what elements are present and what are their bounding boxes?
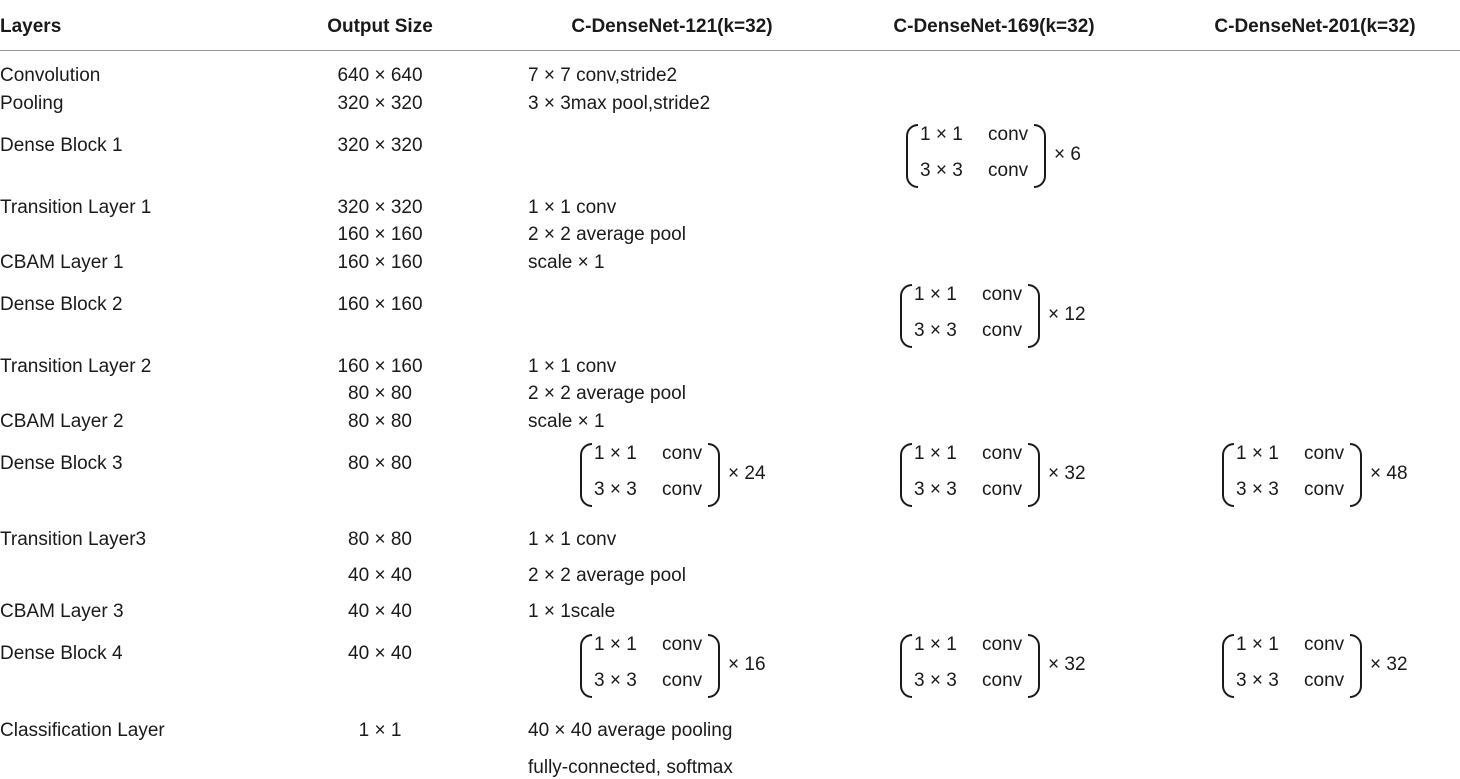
right-paren — [1034, 124, 1046, 188]
layer-spec: scale × 1 — [528, 411, 605, 432]
header-output-size: Output Size — [327, 16, 433, 37]
layer-name: Dense Block 3 — [0, 453, 123, 474]
matrix-r2-op: conv — [1304, 670, 1345, 691]
matrix-r2-op: conv — [1304, 479, 1345, 500]
matrix-r2-size: 3 × 3 — [914, 479, 957, 500]
matrix-r1-size: 1 × 1 — [914, 284, 957, 305]
output-size: 320 × 320 — [337, 197, 423, 218]
layer-spec: 2 × 2 average pool — [528, 565, 686, 586]
matrix-r1-size: 1 × 1 — [1236, 634, 1279, 655]
output-size: 80 × 80 — [348, 383, 412, 404]
left-paren — [580, 634, 592, 698]
layer-spec: 3 × 3max pool,stride2 — [528, 93, 711, 114]
header-layers: Layers — [0, 16, 62, 37]
right-paren — [1028, 634, 1040, 698]
output-size: 1 × 1 — [358, 720, 402, 741]
right-paren — [708, 443, 720, 507]
layer-spec: 1 × 1 conv — [528, 356, 617, 377]
output-size: 640 × 640 — [337, 65, 423, 86]
block-multiplier: × 32 — [1048, 654, 1086, 675]
output-size: 40 × 40 — [348, 601, 412, 622]
output-size: 320 × 320 — [337, 135, 423, 156]
output-size: 160 × 160 — [337, 294, 423, 315]
layer-name: Dense Block 1 — [0, 135, 123, 156]
matrix-r2-op: conv — [988, 160, 1029, 181]
matrix-r2-size: 3 × 3 — [920, 160, 963, 181]
matrix-r1-size: 1 × 1 — [914, 443, 957, 464]
matrix-r1-op: conv — [662, 634, 703, 655]
matrix-r2-size: 3 × 3 — [914, 320, 957, 341]
matrix-r2-size: 3 × 3 — [594, 479, 637, 500]
matrix-r1-op: conv — [982, 443, 1023, 464]
matrix-r2-op: conv — [982, 479, 1023, 500]
output-size: 40 × 40 — [348, 565, 412, 586]
output-size: 80 × 80 — [348, 529, 412, 550]
layer-spec: 7 × 7 conv,stride2 — [528, 65, 678, 86]
layer-name: Convolution — [0, 65, 101, 86]
block-multiplier: × 48 — [1370, 463, 1408, 484]
matrix-r1-size: 1 × 1 — [914, 634, 957, 655]
block-multiplier: × 6 — [1054, 144, 1081, 165]
matrix-r1-size: 1 × 1 — [920, 124, 963, 145]
header-c-densenet-169: C-DenseNet-169(k=32) — [893, 16, 1095, 37]
matrix-r1-size: 1 × 1 — [594, 634, 637, 655]
output-size: 80 × 80 — [348, 453, 412, 474]
right-paren — [708, 634, 720, 698]
matrix-r2-op: conv — [982, 670, 1023, 691]
matrix-r1-op: conv — [988, 124, 1029, 145]
output-size: 160 × 160 — [337, 356, 423, 377]
layer-spec: 2 × 2 average pool — [528, 383, 686, 404]
matrix-r2-size: 3 × 3 — [1236, 479, 1279, 500]
matrix-r2-size: 3 × 3 — [914, 670, 957, 691]
dense-block-matrix — [1222, 634, 1422, 698]
left-paren — [1222, 443, 1234, 507]
layer-name: Pooling — [0, 93, 64, 114]
layer-spec: fully-connected, softmax — [528, 757, 733, 778]
matrix-r2-op: conv — [982, 320, 1023, 341]
matrix-r1-op: conv — [982, 284, 1023, 305]
layer-spec: 1 × 1scale — [528, 601, 616, 622]
output-size: 160 × 160 — [337, 252, 423, 273]
dense-block-matrix — [1222, 443, 1422, 507]
matrix-r1-op: conv — [662, 443, 703, 464]
dense-block-matrix — [580, 634, 780, 698]
header-c-densenet-121: C-DenseNet-121(k=32) — [571, 16, 773, 37]
matrix-r1-op: conv — [1304, 443, 1345, 464]
layer-name: CBAM Layer 2 — [0, 411, 124, 432]
layer-spec: 1 × 1 conv — [528, 529, 617, 550]
dense-block-matrix — [900, 284, 1100, 348]
left-paren — [1222, 634, 1234, 698]
header-rule — [0, 50, 1460, 51]
right-paren — [1028, 443, 1040, 507]
matrix-r1-size: 1 × 1 — [1236, 443, 1279, 464]
layer-spec: scale × 1 — [528, 252, 605, 273]
left-paren — [900, 284, 912, 348]
output-size: 320 × 320 — [337, 93, 423, 114]
layer-name: Transition Layer3 — [0, 529, 147, 550]
header-c-densenet-201: C-DenseNet-201(k=32) — [1214, 16, 1416, 37]
right-paren — [1028, 284, 1040, 348]
layer-name: Classification Layer — [0, 720, 165, 741]
matrix-r2-op: conv — [662, 479, 703, 500]
layer-spec: 1 × 1 conv — [528, 197, 617, 218]
dense-block-matrix — [900, 443, 1100, 507]
left-paren — [900, 634, 912, 698]
matrix-r1-size: 1 × 1 — [594, 443, 637, 464]
matrix-r1-op: conv — [1304, 634, 1345, 655]
dense-block-matrix — [900, 634, 1100, 698]
block-multiplier: × 12 — [1048, 304, 1086, 325]
layer-name: CBAM Layer 3 — [0, 601, 124, 622]
matrix-r2-size: 3 × 3 — [1236, 670, 1279, 691]
layer-name: CBAM Layer 1 — [0, 252, 124, 273]
dense-block-matrix — [906, 124, 1106, 188]
left-paren — [580, 443, 592, 507]
layer-name: Transition Layer 1 — [0, 197, 152, 218]
layer-spec: 2 × 2 average pool — [528, 224, 686, 245]
output-size: 80 × 80 — [348, 411, 412, 432]
layer-name: Dense Block 2 — [0, 294, 123, 315]
matrix-r2-size: 3 × 3 — [594, 670, 637, 691]
dense-block-matrix — [580, 443, 780, 507]
left-paren — [906, 124, 918, 188]
block-multiplier: × 32 — [1048, 463, 1086, 484]
output-size: 40 × 40 — [348, 643, 412, 664]
block-multiplier: × 16 — [728, 654, 766, 675]
matrix-r1-op: conv — [982, 634, 1023, 655]
block-multiplier: × 32 — [1370, 654, 1408, 675]
right-paren — [1350, 634, 1362, 698]
matrix-r2-op: conv — [662, 670, 703, 691]
left-paren — [900, 443, 912, 507]
right-paren — [1350, 443, 1362, 507]
layer-spec: 40 × 40 average pooling — [528, 720, 733, 741]
layer-name: Dense Block 4 — [0, 643, 123, 664]
output-size: 160 × 160 — [337, 224, 423, 245]
block-multiplier: × 24 — [728, 463, 766, 484]
layer-name: Transition Layer 2 — [0, 356, 152, 377]
